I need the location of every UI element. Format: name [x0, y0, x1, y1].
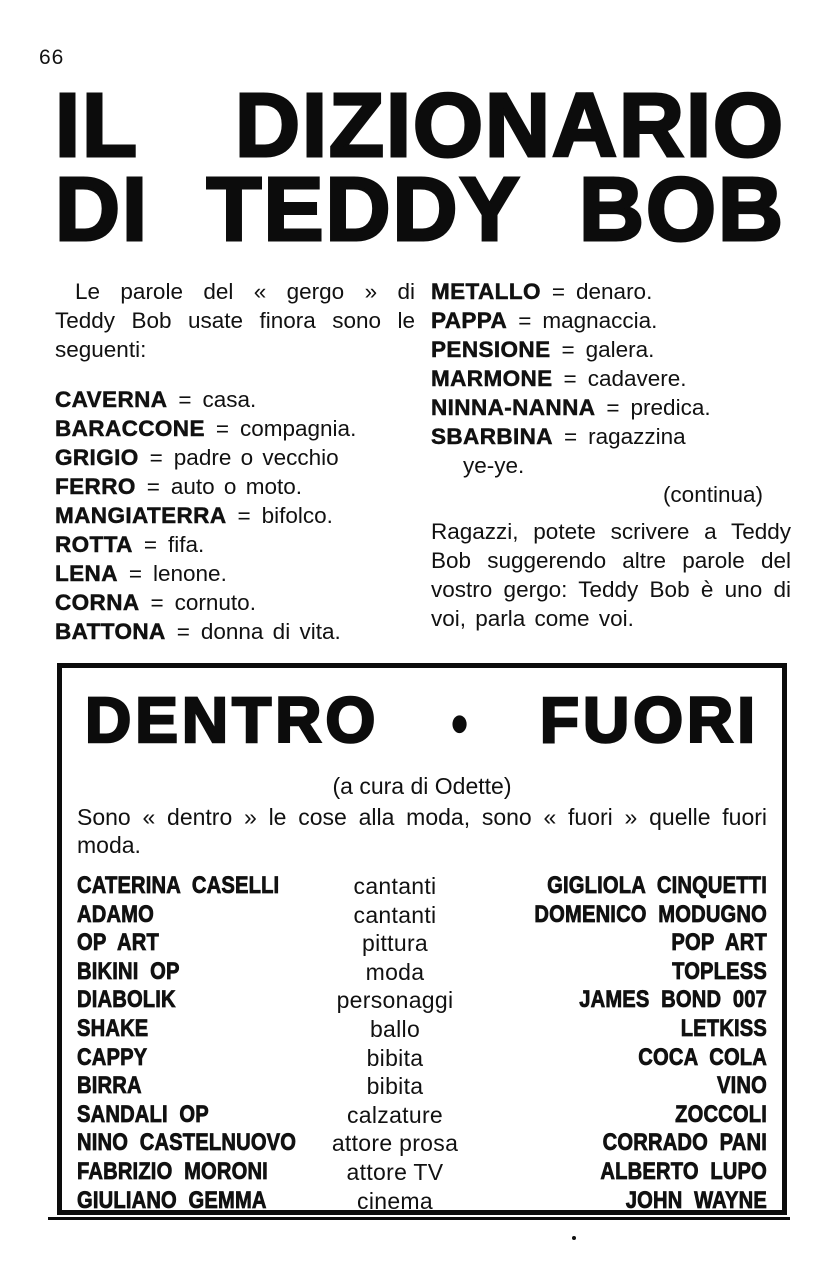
dictionary-entry [55, 443, 415, 472]
categoria-cell: cantanti [353, 873, 437, 899]
fuori-cell: CORRADO PANI [602, 1129, 767, 1157]
equals-sign: = [237, 503, 251, 528]
term: ROTTA [55, 532, 133, 557]
term: BATTONA [55, 619, 166, 644]
dictionary-entry [55, 530, 415, 559]
term: NINNA-NANNA [431, 395, 596, 420]
dictionary-entry [55, 385, 415, 414]
equals-sign: = [128, 561, 142, 586]
categoria-cell: cinema [357, 1187, 433, 1214]
equals-sign: = [178, 387, 192, 412]
equals-sign: = [551, 279, 566, 304]
definition: magnaccia. [542, 308, 658, 333]
fuori-cell: ALBERTO LUPO [600, 1157, 767, 1185]
fuori-cell: JOHN WAYNE [625, 1186, 767, 1214]
categoria-cell: bibita [366, 1073, 424, 1100]
term: CORNA [55, 590, 140, 615]
dentro-cell: BIKINI OP [77, 957, 180, 985]
term: SBARBINA [431, 424, 553, 449]
equals-sign: = [518, 308, 532, 333]
fuori-cell: GIGLIOLA CINQUETTI [547, 872, 767, 899]
definition: lenone. [153, 561, 227, 586]
dictionary-entry [431, 422, 791, 480]
definition: cadavere. [587, 366, 687, 391]
dictionary-entry [55, 472, 415, 501]
categoria-cell: pittura [361, 930, 429, 957]
dictionary-left-column [55, 277, 415, 646]
fuori-cell: POP ART [671, 929, 767, 957]
dictionary-intro: Le parole del « gergo » di Teddy Bob usate finora sono le seguenti: [55, 279, 415, 362]
definition: fifa. [167, 532, 205, 557]
term: METALLO [431, 279, 541, 304]
definition: cornuto. [174, 590, 256, 615]
dictionary-right-column [431, 277, 791, 646]
dictionary-entry [55, 617, 415, 646]
categoria-cell: moda [365, 958, 425, 985]
definition: denaro. [576, 279, 653, 304]
term: FERRO [55, 474, 136, 499]
categoria-cell: personaggi [336, 987, 454, 1014]
dictionary-entry [431, 277, 791, 306]
definition: bifolco. [261, 503, 333, 528]
equals-sign: = [215, 416, 229, 441]
equals-sign: = [561, 337, 575, 362]
dentro-cell: DIABOLIK [77, 986, 176, 1014]
dentro-fuori-box [57, 663, 787, 1215]
dentro-cell: OP ART [77, 929, 159, 957]
fuori-cell: COCA COLA [638, 1043, 767, 1071]
definition: padre o vecchio [173, 445, 339, 470]
fuori-cell: JAMES BOND 007 [579, 986, 767, 1014]
definition: ragazzina [588, 424, 686, 449]
dentro-cell: SHAKE [77, 1014, 149, 1042]
categoria-cell: ballo [369, 1015, 421, 1042]
definition: auto o moto. [170, 474, 302, 499]
page-title [55, 76, 785, 260]
categoria-cell: calzature [346, 1101, 444, 1128]
fuori-cell: ZOCCOLI [675, 1100, 767, 1128]
page-title-line-1 [55, 76, 785, 176]
fuori-cell: TOPLESS [672, 957, 767, 985]
categoria-cell: bibita [366, 1044, 424, 1071]
definition: galera. [585, 337, 655, 362]
box-intro: Sono « dentro » le cose alla moda, sono « fuori » quelle fuori moda. [77, 804, 767, 858]
dentro-fuori-table [77, 872, 767, 1215]
dictionary-section [55, 277, 791, 646]
dentro-cell: SANDALI OP [77, 1100, 209, 1128]
term: GRIGIO [55, 445, 139, 470]
equals-sign: = [149, 445, 163, 470]
page-number: 66 [39, 46, 65, 69]
categoria-cell: cantanti [353, 901, 437, 928]
equals-sign: = [176, 619, 190, 644]
dictionary-entry [431, 335, 791, 364]
term: CAVERNA [55, 387, 168, 412]
title-word: DI [55, 160, 149, 260]
dictionary-outro: Ragazzi, potete scrivere a Teddy Bob suggerendo altre parole del vostro gergo: Teddy Bob è uno di voi, parla come voi. [431, 519, 791, 631]
equals-sign: = [563, 424, 578, 449]
box-byline: (a cura di Odette) [332, 773, 512, 799]
bullet-icon: • [451, 690, 468, 756]
term: MANGIATERRA [55, 503, 227, 528]
categoria-cell: attore TV [346, 1158, 444, 1185]
dentro-cell: NINO CASTELNUOVO [77, 1129, 297, 1157]
print-dot-artifact [572, 1236, 576, 1240]
definition: compagnia. [240, 416, 357, 441]
term: MARMONE [431, 366, 553, 391]
page-title-line-2 [55, 160, 785, 260]
definition: donna di vita. [200, 619, 341, 644]
title-word: DIZIONARIO [235, 76, 785, 176]
term: LENA [55, 561, 118, 586]
definition-continued: ye-ye. [463, 453, 525, 478]
title-word: BOB [579, 160, 785, 260]
equals-sign: = [606, 395, 620, 420]
title-word: TEDDY [206, 160, 522, 260]
dentro-cell: CAPPY [77, 1043, 148, 1071]
dentro-cell: CATERINA CASELLI [77, 872, 280, 899]
definition: casa. [202, 387, 257, 412]
categoria-cell: attore prosa [331, 1130, 459, 1157]
box-title-fuori: FUORI [539, 684, 759, 756]
dictionary-entry [55, 559, 415, 588]
dictionary-entry [431, 393, 791, 422]
dictionary-entry [55, 501, 415, 530]
term: PENSIONE [431, 337, 551, 362]
equals-sign: = [143, 532, 157, 557]
dictionary-entry [431, 306, 791, 335]
fuori-cell: DOMENICO MODUGNO [534, 900, 767, 928]
definition: predica. [630, 395, 711, 420]
continua-note: (continua) [662, 482, 763, 507]
term: BARACCONE [55, 416, 205, 441]
term: PAPPA [431, 308, 508, 333]
equals-sign: = [146, 474, 160, 499]
dentro-cell: GIULIANO GEMMA [77, 1186, 267, 1214]
fuori-cell: LETKISS [680, 1014, 767, 1042]
dictionary-entry [55, 588, 415, 617]
box-title-dentro: DENTRO [85, 684, 380, 756]
dictionary-entry [431, 364, 791, 393]
equals-sign: = [563, 366, 577, 391]
fuori-cell: VINO [717, 1072, 767, 1100]
dentro-cell: BIRRA [77, 1072, 142, 1100]
dentro-cell: FABRIZIO MORONI [77, 1157, 268, 1185]
equals-sign: = [150, 590, 164, 615]
box-title [77, 678, 767, 756]
dentro-cell: ADAMO [77, 900, 154, 928]
dictionary-entry [55, 414, 415, 443]
title-word: IL [55, 76, 139, 176]
